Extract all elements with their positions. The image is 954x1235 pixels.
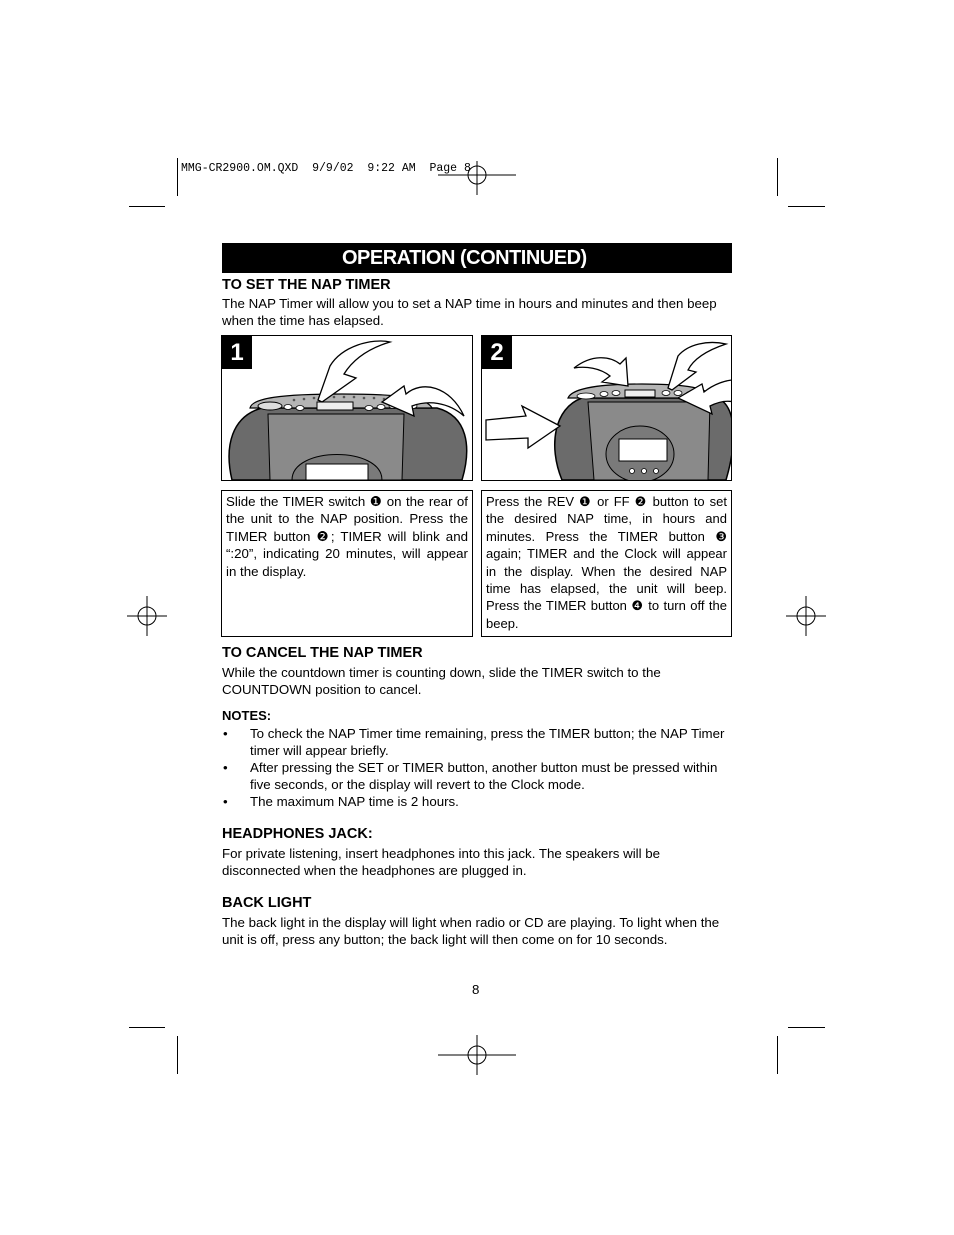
step-2-caption: Press the REV ❶ or FF ❷ button to set the desired NAP time, in hours and minutes. Press the TIMER button ❸ again; TIMER and the Clock will appear in the display. When the desired NAP time has elapsed, the unit will beep. Press the TIMER button ❹ to turn off the beep. [486, 494, 727, 631]
illustration-step-2 [481, 335, 732, 481]
back-light-text: The back light in the display will light when radio or CD are playing. To light when the unit is off, press any button; the back light will then come on for 10 seconds. [222, 915, 720, 947]
illustration-step-1 [221, 335, 473, 481]
notes-list [222, 725, 727, 810]
registration-mark [127, 596, 167, 636]
file-slug: MMG-CR2900.OM.QXD 9/9/02 9:22 AM Page 8 [181, 162, 471, 175]
notes-heading: NOTES: [222, 708, 272, 723]
crop-mark [177, 1036, 178, 1074]
note-item: • The maximum NAP time is 2 hours. [222, 793, 727, 810]
section-heading-nap-timer: TO SET THE NAP TIMER [222, 277, 391, 293]
note-item: • To check the NAP Timer time remaining, press the TIMER button; the NAP Timer timer will appear briefly. [222, 725, 727, 759]
crop-mark [129, 206, 165, 207]
step-1-badge: 1 [222, 336, 252, 369]
nap-timer-intro: The NAP Timer will allow you to set a NAP time in hours and minutes and then beep when the time has elapsed. [222, 296, 717, 328]
cancel-text: While the countdown timer is counting down, slide the TIMER switch to the COUNTDOWN position to cancel. [222, 665, 661, 697]
crop-mark [788, 1027, 825, 1028]
registration-mark [786, 596, 826, 636]
registration-mark [438, 1035, 516, 1075]
step-2-caption-box [481, 490, 732, 637]
headphones-text: For private listening, insert headphones into this jack. The speakers will be disconnected when the headphones are plugged in. [222, 846, 661, 878]
clock-radio-illustration [482, 336, 731, 480]
crop-mark [777, 158, 778, 196]
crop-mark [777, 1036, 778, 1074]
step-2-badge: 2 [482, 336, 512, 369]
clock-radio-illustration [222, 336, 472, 480]
step-1-caption: Slide the TIMER switch ❶ on the rear of the unit to the NAP position. Press the TIMER button ❷; TIMER will blink and “:20”, indicating 20 minutes, will appear in the display. [226, 494, 468, 579]
page-title: OPERATION (CONTINUED) [222, 243, 732, 273]
page-number: 8 [472, 982, 480, 997]
step-1-caption-box [221, 490, 473, 637]
section-heading-headphones: HEADPHONES JACK: [222, 826, 373, 842]
crop-mark [788, 206, 825, 207]
registration-mark [438, 155, 516, 195]
section-heading-cancel: TO CANCEL THE NAP TIMER [222, 645, 423, 661]
section-heading-back-light: BACK LIGHT [222, 895, 312, 911]
crop-mark [177, 158, 178, 196]
crop-mark [129, 1027, 165, 1028]
note-item: • After pressing the SET or TIMER button, another button must be pressed within five seconds, or the display will revert to the Clock mode. [222, 759, 727, 793]
